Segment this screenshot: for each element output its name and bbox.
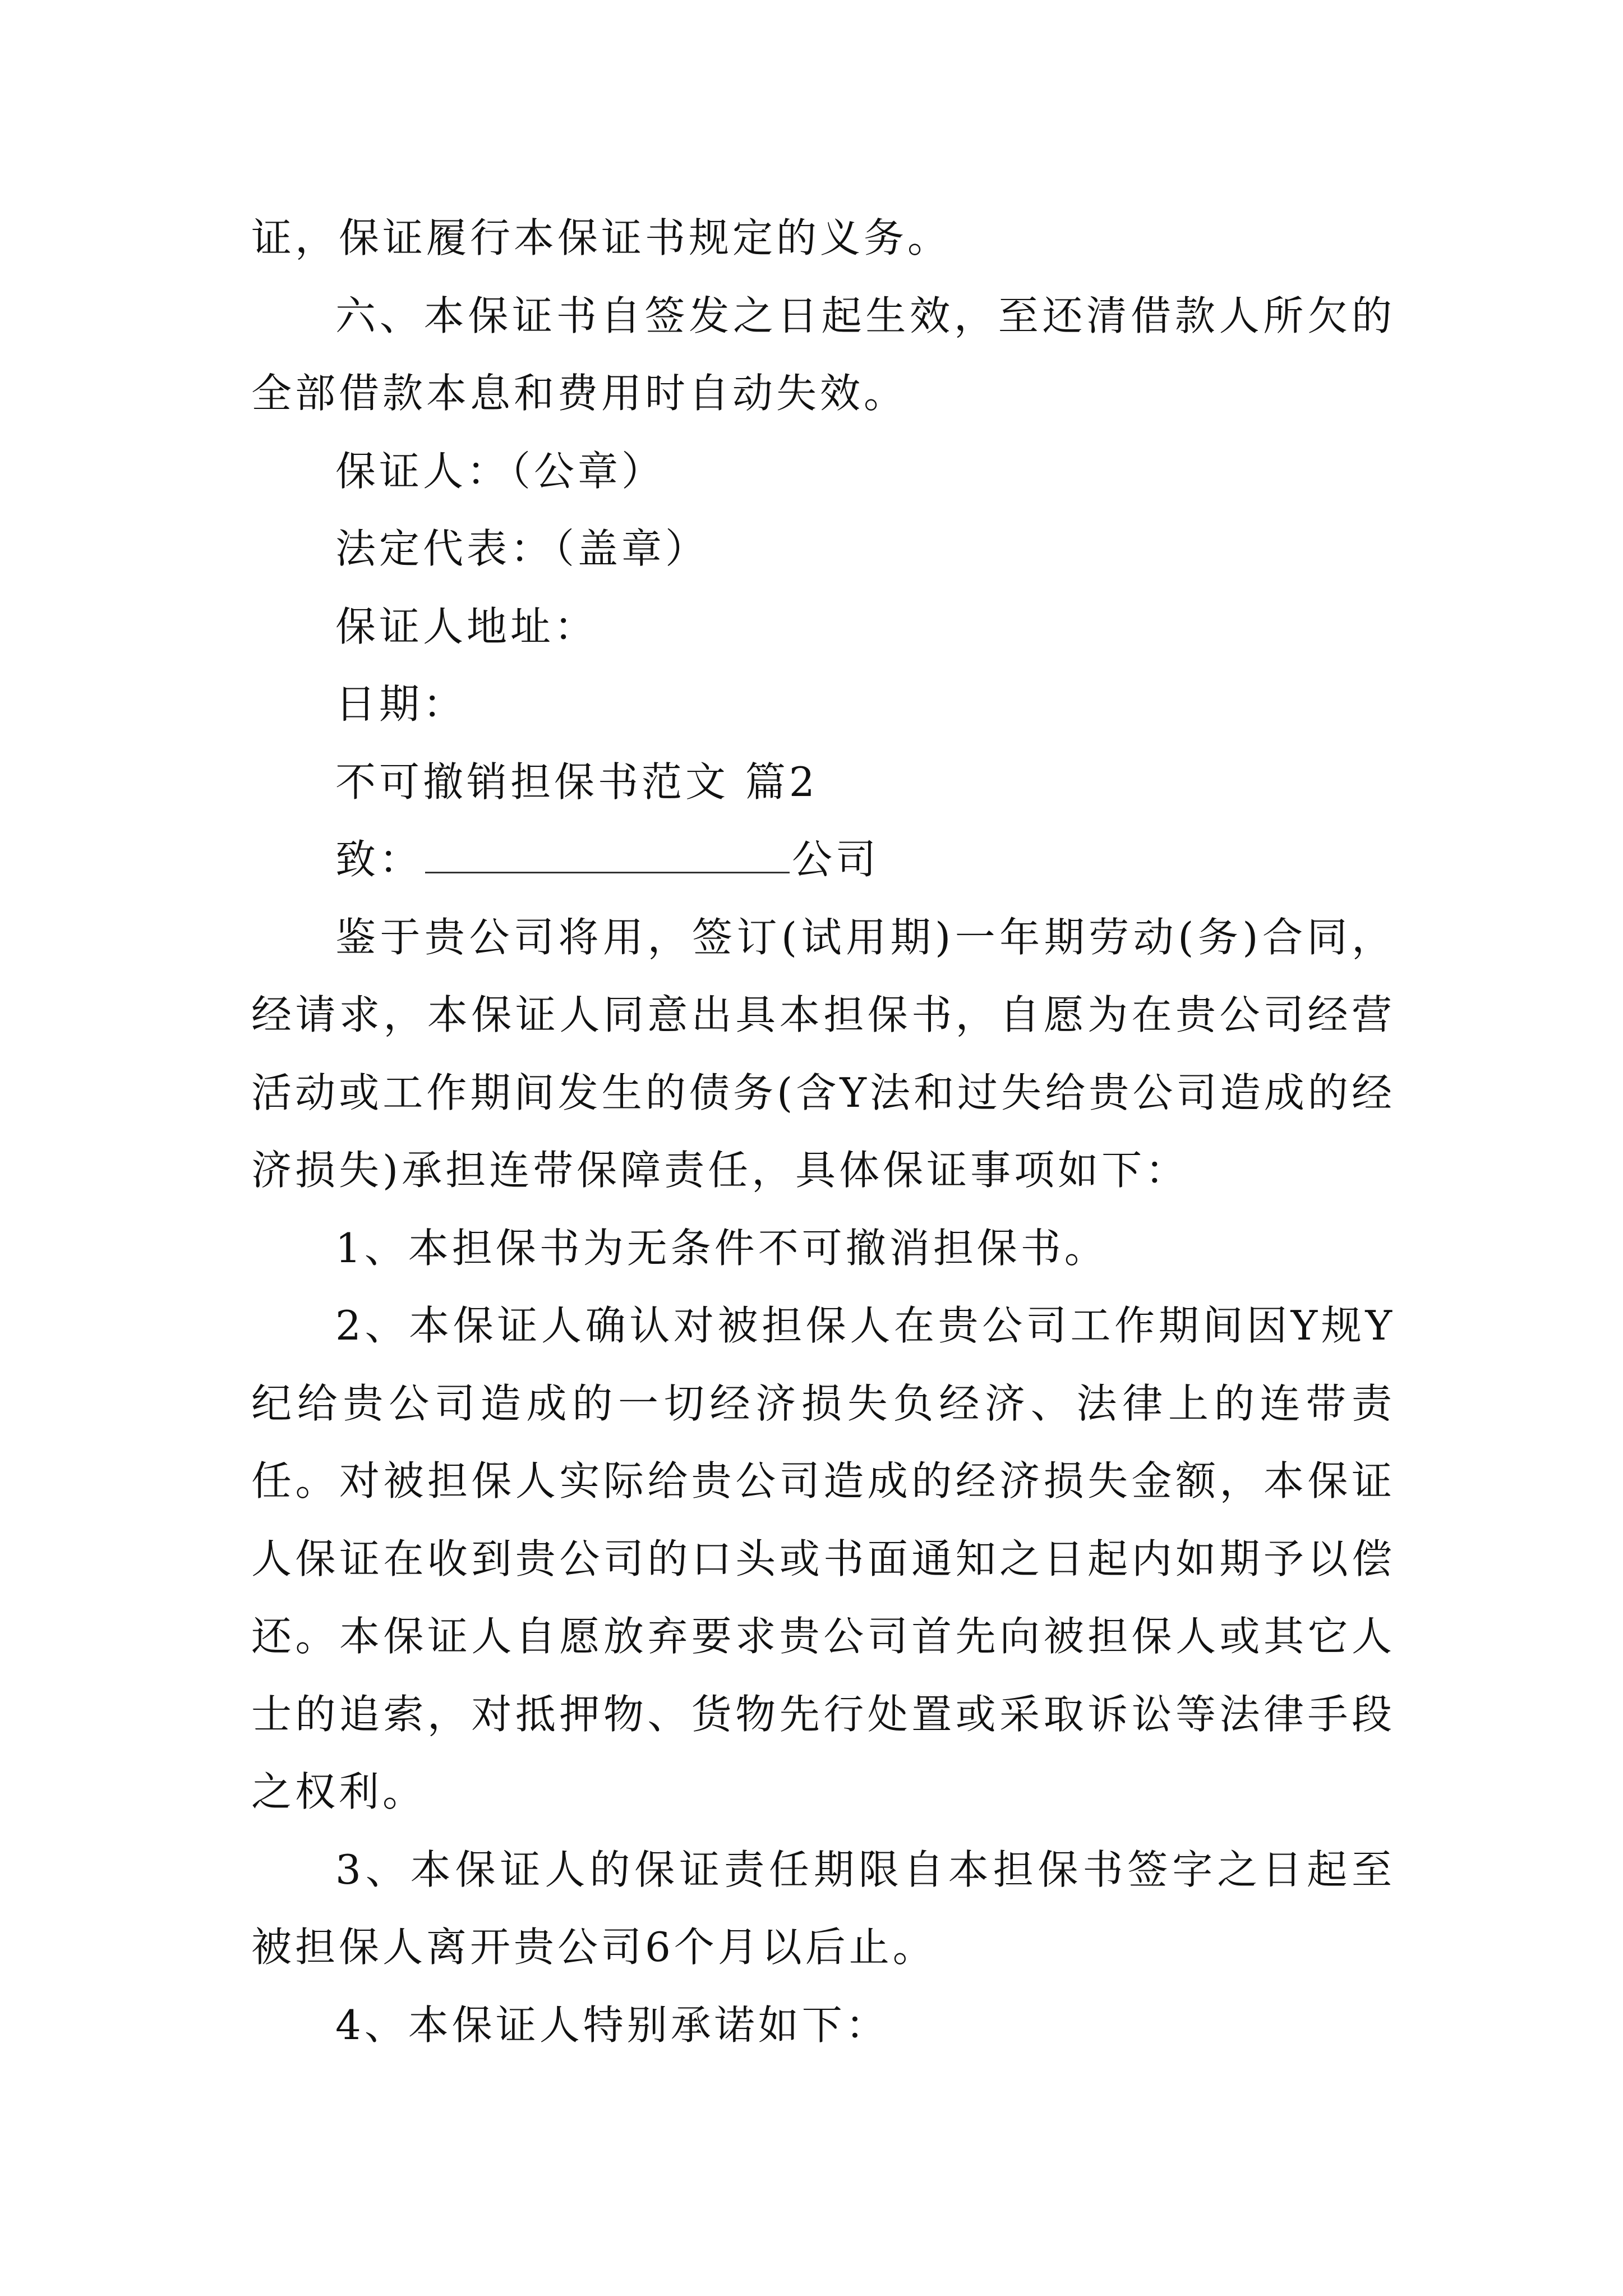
addressee-prefix: 致： bbox=[335, 836, 423, 883]
addressee-suffix: 公司 bbox=[792, 836, 880, 883]
paragraph-item-3: 3、本保证人的保证责任期限自本担保书签字之日起至被担保人离开贵公司6个月以后止。 bbox=[251, 1846, 1395, 1971]
paragraph-continuation: 证，保证履行本保证书规定的义务。 bbox=[251, 214, 952, 261]
guarantor-seal-line: 保证人：（公章） bbox=[335, 447, 666, 495]
addressee-blank bbox=[425, 838, 790, 873]
paragraph-clause-6: 六、本保证书自签发之日起生效，至还清借款人所欠的全部借款本息和费用时自动失效。 bbox=[251, 292, 1395, 417]
legal-representative-line: 法定代表：（盖章） bbox=[335, 525, 709, 572]
addressee-line bbox=[251, 821, 1395, 899]
paragraph-preamble: 鉴于贵公司将用，签订(试用期)一年期劳动(务)合同，经请求，本保证人同意出具本担保书，自愿为在贵公司经营活动或工作期间发生的债务(含Y法和过失给贵公司造成的经济损失)承担连带保障责任，具体保证事项如下： bbox=[251, 913, 1395, 1194]
paragraph-item-4: 4、本保证人特别承诺如下： bbox=[335, 2001, 889, 2049]
paragraph-item-2: 2、本保证人确认对被担保人在贵公司工作期间因Y规Y纪给贵公司造成的一切经济损失负经济、法律上的连带责任。对被担保人实际给贵公司造成的经济损失金额，本保证人保证在收到贵公司的口头或书面通知之日起内如期予以偿还。本保证人自愿放弃要求贵公司首先向被担保人或其它人士的追索，对抵押物、货物先行处置或采取诉讼等法律手段之权利。 bbox=[251, 1302, 1395, 1815]
section-title: 不可撤销担保书范文 篇2 bbox=[335, 758, 818, 806]
paragraph-item-1: 1、本担保书为无条件不可撤消担保书。 bbox=[335, 1224, 1108, 1272]
date-line: 日期： bbox=[335, 680, 467, 728]
document-body bbox=[251, 199, 1395, 2064]
guarantor-address-line: 保证人地址： bbox=[335, 602, 598, 650]
